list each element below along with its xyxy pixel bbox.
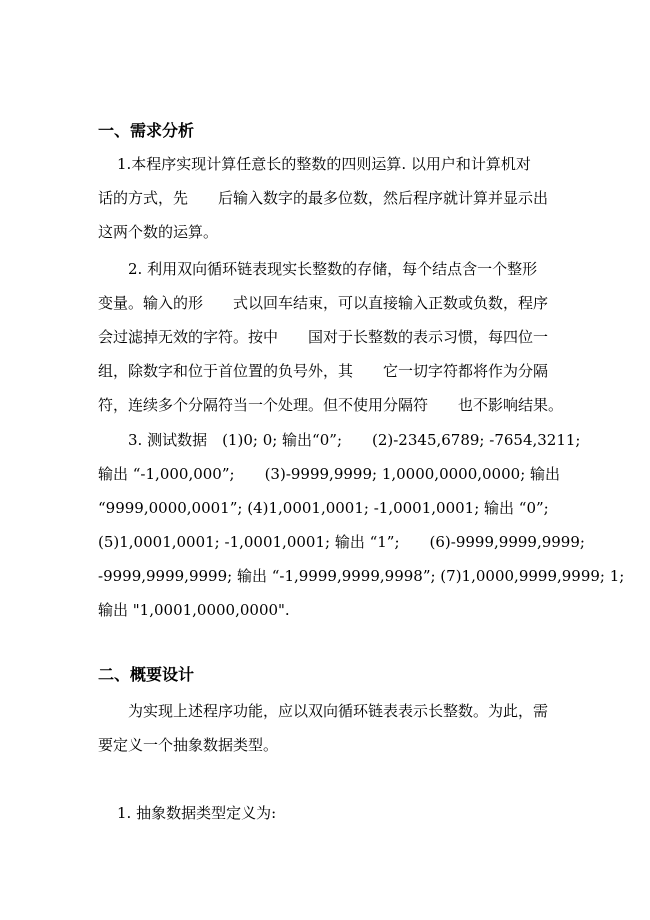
- paragraph-line: 符，连续多个分隔符当一个处理。但不使用分隔符 也不影响结果。: [98, 396, 564, 414]
- paragraph-line: 会过滤掉无效的字符。按中 国对于长整数的表示习惯，每四位一: [98, 328, 549, 346]
- list-item-adt-definition: 1. 抽象数据类型定义为:: [117, 804, 277, 822]
- paragraph-line: 输出 "1,0001,0000,0000".: [98, 601, 290, 619]
- paragraph-line: 为实现上述程序功能，应以双向循环链表表示长整数。为此，需: [128, 702, 549, 720]
- paragraph-line: -9999,9999,9999; 输出 “-1,9999,9999,9998”; (7)1,0000,9999,9999; 1;: [98, 567, 625, 585]
- paragraph-line: 3. 测试数据 (1)0; 0; 输出“0”; (2)-2345,6789; -7654,3211;: [128, 431, 581, 449]
- paragraph-line: 变量。输入的形 式以回车结束，可以直接输入正数或负数，程序: [98, 294, 549, 312]
- paragraph-line: 1.本程序实现计算任意长的整数的四则运算. 以用户和计算机对: [117, 155, 531, 173]
- paragraph-line: 话的方式，先 后输入数字的最多位数，然后程序就计算并显示出: [98, 189, 549, 207]
- paragraph-line: 要定义一个抽象数据类型。: [98, 736, 279, 754]
- section-heading-requirements: 一、需求分析: [98, 121, 195, 140]
- paragraph-line: 2. 利用双向循环链表现实长整数的存储，每个结点含一个整形: [128, 260, 538, 278]
- section-heading-overview-design: 二、概要设计: [98, 665, 195, 684]
- paragraph-line: 输出 “-1,000,000”; (3)-9999,9999; 1,0000,0000,0000; 输出: [98, 465, 561, 483]
- paragraph-line: (5)1,0001,0001; -1,0001,0001; 输出 “1”; (6)-9999,9999,9999;: [98, 533, 585, 551]
- paragraph-line: 这两个数的运算。: [98, 223, 219, 241]
- paragraph-line: “9999,0000,0001”; (4)1,0001,0001; -1,0001,0001; 输出 “0”;: [98, 499, 549, 517]
- paragraph-line: 组，除数字和位于首位置的负号外，其 它一切字符都将作为分隔: [98, 362, 549, 380]
